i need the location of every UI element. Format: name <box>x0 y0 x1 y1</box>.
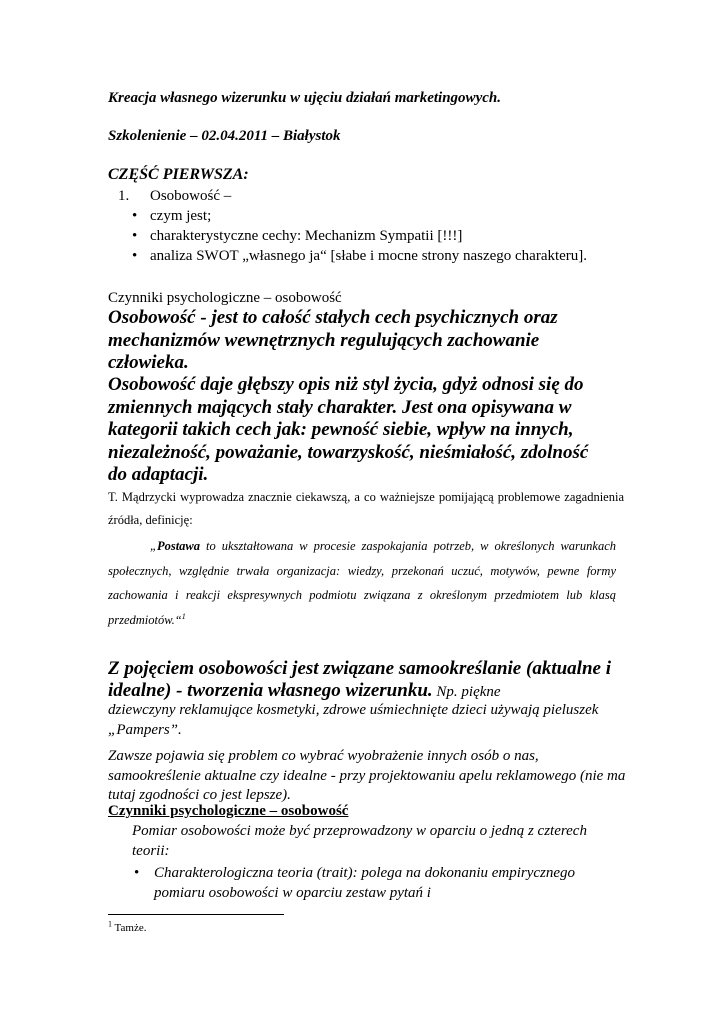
theory-list <box>108 864 602 903</box>
factors-heading: Czynniki psychologiczne – osobowość <box>108 803 349 819</box>
footnote <box>108 919 147 934</box>
bullet-icon: • <box>132 228 138 244</box>
problem-paragraph: Zawsze pojawia się problem co wybrać wyobrażenie innych osób o nas, samookreślenie aktualne czy idealne - przy projektowaniu apelu reklamowego (nie ma tutaj zgodności co jest lepsze). <box>108 748 626 803</box>
list-item-text: charakterystyczne cechy: Mechanizm Sympatii [!!!] <box>150 228 463 244</box>
list-item <box>108 246 592 266</box>
intro-paragraph: T. Mądrzycki wyprowadza znacznie ciekawszą, a co ważniejsze pomijającą problemowe zagadnienia źródła, definicję: <box>108 490 624 527</box>
document-title: Kreacja własnego wizerunku w ujęciu działań marketingowych. <box>108 90 501 106</box>
list-marker: 1. <box>118 188 130 204</box>
part-heading: CZĘŚĆ PIERWSZA: <box>108 166 249 183</box>
personality-description: Osobowość daje głębszy opis niż styl życia, gdyż odnosi się do zmiennych mających stały charakter. Jest ona opisywana w kategorii takich cech jak: pewność siebie, wpływ na innych, niezależność, poważanie, towarzyskość, nieśmiałość, zdolność do adaptacji. <box>108 374 589 485</box>
footnote-reference[interactable]: 1 <box>181 611 186 621</box>
quote-open: „ <box>150 539 157 553</box>
example-lead: Np. piękne <box>432 684 501 700</box>
list-item-text: Charakterologiczna teoria (trait): polega na dokonaniu empirycznego pomiaru osobowości w oparciu zestaw pytań i <box>154 865 576 901</box>
self-definition-text: Z pojęciem osobowości jest związane samookreślanie (aktualne i idealne) - tworzenia własnego wizerunku. <box>108 658 611 701</box>
list-item <box>108 186 592 206</box>
footnote-text: Tamże. <box>112 922 147 934</box>
quote-text: to ukształtowana w procesie zaspokajania potrzeb, w określonych warunkach społecznych, względnie trwała organizacja: wiedzy, przekonań uczuć, motywów, pewne formy zachowania i reakcji ekspresywnych podmiotu związana z określonym przedmiotem lub klasą przedmiotów.“ <box>108 539 616 627</box>
footnote-divider <box>108 914 284 915</box>
bullet-icon: • <box>132 248 138 264</box>
bullet-icon: • <box>132 208 138 224</box>
personality-definition: Osobowość - jest to całość stałych cech psychicznych oraz mechanizmów wewnętrznych regulujących zachowanie człowieka. <box>108 307 558 373</box>
list-item <box>108 864 602 903</box>
list-item <box>108 206 592 226</box>
factors-line: Czynniki psychologiczne – osobowość <box>108 290 342 306</box>
list-item <box>108 226 592 246</box>
list-item-text: analiza SWOT „własnego ja“ [słabe i mocne strony naszego charakteru]. <box>150 248 588 264</box>
topic-list <box>108 186 592 266</box>
session-line: Szkolenienie – 02.04.2011 – Białystok <box>108 128 341 144</box>
attitude-quote <box>108 534 616 632</box>
list-item-text: Osobowość – <box>150 188 232 204</box>
example-paragraph: dziewczyny reklamujące kosmetyki, zdrowe uśmiechnięte dzieci używają pieluszek „Pampers”. <box>108 702 599 738</box>
quote-term: Postawa <box>156 539 201 553</box>
list-item-text: czym jest; <box>150 208 212 224</box>
footnote-number: 1 <box>108 919 112 929</box>
bullet-icon: • <box>134 865 140 881</box>
measurement-intro: Pomiar osobowości może być przeprowadzony w oparciu o jedną z czterech teorii: <box>132 823 587 859</box>
self-definition-heading <box>108 658 628 703</box>
